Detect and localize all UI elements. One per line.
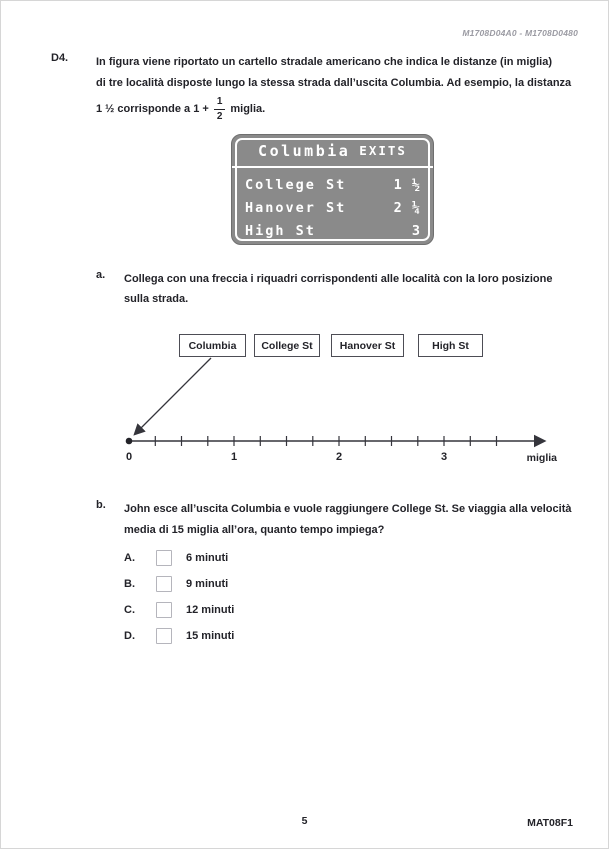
part-a-label: a. <box>96 269 106 281</box>
part-a-text <box>124 269 579 309</box>
fraction <box>214 96 226 122</box>
question-line-2: di tre località disposte lungo la stessa strada dall’uscita Columbia. Ad esempio, la distanza <box>96 77 572 89</box>
option-letter: C. <box>124 604 135 616</box>
page-number: 5 <box>301 815 308 827</box>
sign-row-hanover <box>245 196 421 219</box>
number-line-diagram <box>1 356 609 471</box>
road-sign-separator <box>232 166 433 168</box>
question-line-3-pre: 1 ½ corrisponde a 1 + <box>96 102 209 115</box>
option-text: 12 minuti <box>186 604 235 616</box>
option-checkbox-a[interactable] <box>156 550 172 566</box>
mile-label-3: 3 <box>440 451 448 463</box>
question-line-3 <box>96 94 581 124</box>
question-line-1: In figura viene riportato un cartello stradale americano che indica le distanze (in miglia) <box>96 56 553 68</box>
option-checkbox-d[interactable] <box>156 628 172 644</box>
document-code: M1708D04A0 - M1708D0480 <box>462 28 578 38</box>
option-letter: B. <box>124 578 135 590</box>
sign-row-distance: 2 ¼ <box>393 199 421 216</box>
road-sign-header <box>232 135 433 166</box>
road-sign-exits-label: EXITS <box>359 143 407 158</box>
location-box-high-st[interactable]: High St <box>418 334 483 357</box>
road-sign <box>231 134 434 245</box>
sign-row-name: Hanover St <box>245 199 347 216</box>
sign-row-name: High St <box>245 222 316 239</box>
sign-row-high <box>245 219 421 242</box>
option-checkbox-c[interactable] <box>156 602 172 618</box>
fraction-denominator: 2 <box>216 110 223 122</box>
answer-options <box>124 550 234 654</box>
part-a-line-1: Collega con una freccia i riquadri corrispondenti alle località con la loro posizione <box>124 273 553 285</box>
sign-row-distance: 1 ½ <box>393 176 421 193</box>
option-letter: D. <box>124 630 135 642</box>
footer-document-code: MAT08F1 <box>527 817 573 829</box>
option-text: 9 minuti <box>186 578 229 590</box>
unit-label: miglia <box>526 452 557 464</box>
road-sign-title: Columbia <box>258 141 351 160</box>
sign-row-distance: 3 <box>411 222 421 239</box>
road-sign-body <box>245 173 421 242</box>
option-row-a <box>124 550 234 566</box>
location-box-college-st[interactable]: College St <box>254 334 320 357</box>
location-box-hanover-st[interactable]: Hanover St <box>331 334 404 357</box>
option-text: 15 minuti <box>186 630 235 642</box>
option-row-c <box>124 602 234 618</box>
mile-label-1: 1 <box>230 451 238 463</box>
option-checkbox-b[interactable] <box>156 576 172 592</box>
option-text: 6 minuti <box>186 552 229 564</box>
connector-arrow <box>135 358 211 434</box>
question-text <box>96 52 581 124</box>
zero-point-dot <box>126 438 133 445</box>
option-letter: A. <box>124 552 135 564</box>
question-line-3-post: miglia. <box>230 102 266 115</box>
mile-label-0: 0 <box>125 451 133 463</box>
option-row-b <box>124 576 234 592</box>
sign-row-college <box>245 173 421 196</box>
part-b-line-1: John esce all’uscita Columbia e vuole raggiungere College St. Se viaggia alla velocità <box>124 503 572 515</box>
part-b-line-2: media di 15 miglia all’ora, quanto tempo impiega? <box>124 524 385 536</box>
fraction-numerator: 1 <box>214 96 226 110</box>
question-number: D4. <box>51 52 69 64</box>
mile-label-2: 2 <box>335 451 343 463</box>
location-box-columbia[interactable]: Columbia <box>179 334 246 357</box>
part-a-line-2: sulla strada. <box>124 293 189 305</box>
part-b-text <box>124 499 584 541</box>
sign-row-name: College St <box>245 176 347 193</box>
part-b-label: b. <box>96 499 106 511</box>
option-row-d <box>124 628 234 644</box>
